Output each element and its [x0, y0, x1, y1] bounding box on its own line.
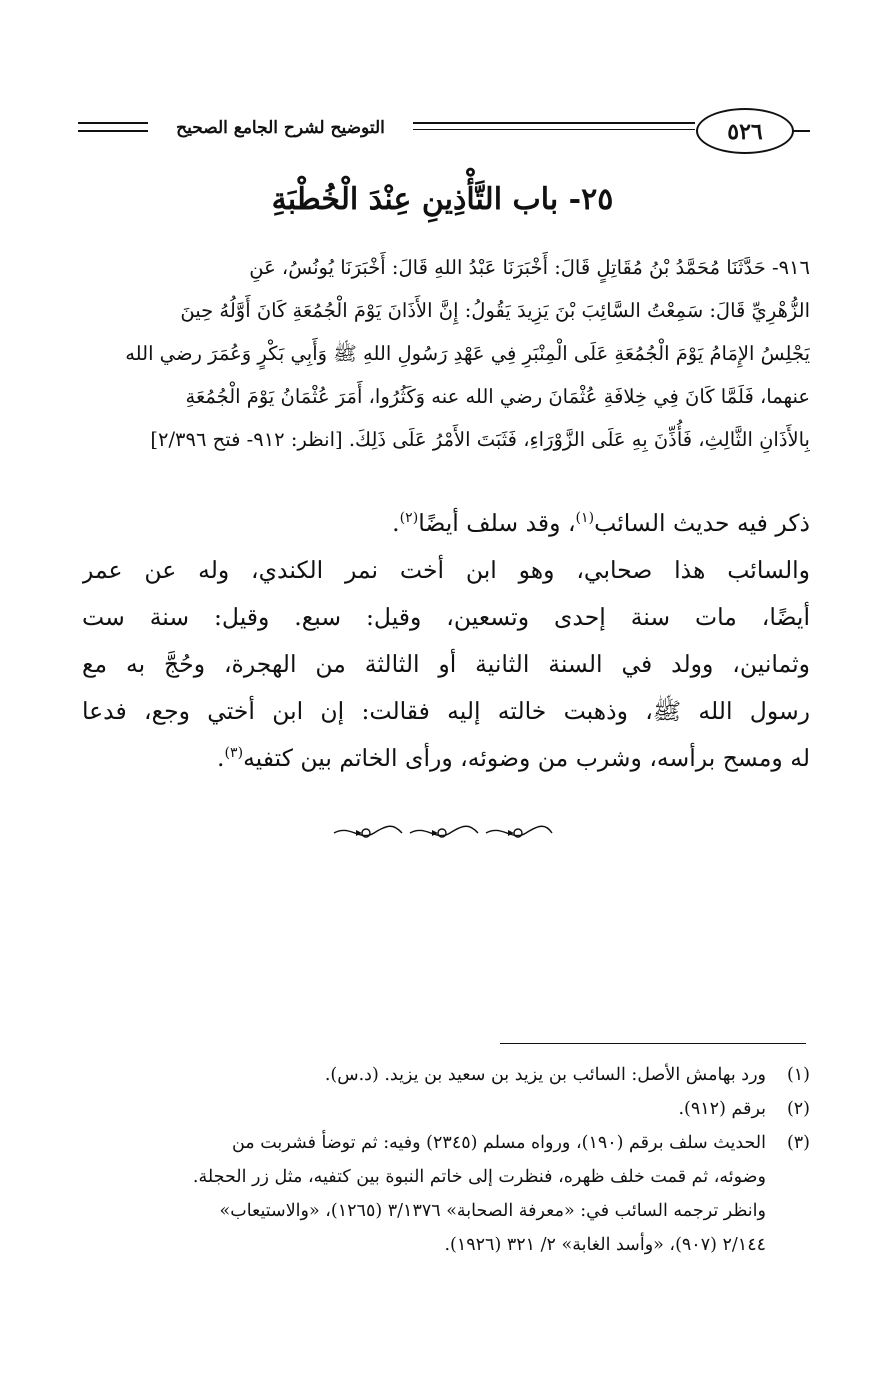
- commentary-line: وثمانين، وولد في السنة الثانية أو الثالثة من الهجرة، وحُجَّ به مع: [82, 650, 810, 678]
- commentary-intro: ذكر فيه حديث السائب$^{(١)}$، وقد سلف أيضًا$^{(٢)}$.: [392, 509, 810, 537]
- header-rule-mid-bottom: [413, 129, 695, 130]
- page-number-tail: [792, 130, 810, 132]
- hadith-text: [82, 246, 810, 461]
- footnotes: [82, 1058, 810, 1262]
- commentary: [82, 500, 810, 782]
- header-rule-left-top: [78, 122, 148, 124]
- footnote-number: (٣): [786, 1133, 810, 1153]
- commentary-line: رسول الله ﷺ، وذهبت خالته إليه فقالت: إن ابن أختي وجع، فدعا: [82, 697, 810, 725]
- footnote-continuation: ٢/١٤٤ (٩٠٧)، «وأسد الغابة» ٢/ ٣٢١ (١٩٢٦).: [444, 1235, 766, 1255]
- page-header: [78, 108, 808, 156]
- footnote-continuation: وانظر ترجمه السائب في: «معرفة الصحابة» ٣/١٣٧٦ (١٢٦٥)، «والاستيعاب»: [219, 1201, 766, 1221]
- footnote: (٣)الحديث سلف برقم (١٩٠)، ورواه مسلم (٢٣٤٥) وفيه: ثم توضأ فشربت من: [82, 1126, 810, 1160]
- footnote-number: (١): [786, 1065, 810, 1085]
- header-rule-mid-top: [413, 122, 695, 124]
- hadith-line: ٩١٦- حَدَّثَنَا مُحَمَّدُ بْنُ مُقَاتِلٍ قَالَ: أَخْبَرَنَا عَبْدُ اللهِ قَالَ: أَخْبَرَنَا يُونُسُ، عَنِ: [249, 256, 810, 279]
- hadith-line: عنهما، فَلَمَّا كَانَ فِي خِلافَةِ عُثْمَانَ رضي الله عنه وَكَثُرُوا، أَمَرَ عُثْمَانُ يَوْمَ الْجُمُعَةِ: [185, 385, 810, 408]
- hadith-line: الزُّهْرِيِّ قَالَ: سَمِعْتُ السَّائِبَ بْنَ يَزِيدَ يَقُولُ: إِنَّ الأَذَانَ يَوْمَ الْجُمُعَةِ كَانَ أَوَّلُهُ حِينَ: [180, 299, 810, 322]
- running-title: التوضيح لشرح الجامع الصحيح: [176, 118, 385, 138]
- footnote: (٢)برقم (٩١٢).: [82, 1092, 810, 1126]
- chapter-title: ٢٥- باب التَّأْذِينِ عِنْدَ الْخُطْبَةِ: [271, 182, 614, 217]
- header-rule-left-bottom: [78, 130, 148, 132]
- footnote-continuation: وضوئه، ثم قمت خلف ظهره، فنظرت إلى خاتم النبوة بين كتفيه، مثل زر الحجلة.: [192, 1167, 766, 1187]
- footnote-ref[interactable]: (٣): [224, 745, 244, 762]
- commentary-last-line: له ومسح برأسه، وشرب من وضوئه، ورأى الخاتم بين كتفيه$^{(٣)}$.: [217, 744, 810, 772]
- footnote-ref[interactable]: (١): [575, 510, 595, 527]
- section-divider-ornament: [330, 818, 556, 848]
- hadith-line: يَجْلِسُ الإِمَامُ يَوْمَ الْجُمُعَةِ عَلَى الْمِنْبَرِ فِي عَهْدِ رَسُولِ اللهِ ﷺ وَأَبِي بَكْرٍ وَعُمَرَ رضي الله: [125, 342, 810, 365]
- footnote: (١)ورد بهامش الأصل: السائب بن يزيد بن سعيد بن يزيد. (د.س).: [82, 1058, 810, 1092]
- hadith-line: بِالأَذَانِ الثَّالِثِ، فَأُذِّنَ بِهِ عَلَى الزَّوْرَاءِ، فَثَبَتَ الأَمْرُ عَلَى ذَلِكَ. [انظر: ٩١٢- فتح ٢/٣٩٦]: [150, 428, 810, 451]
- commentary-line: والسائب هذا صحابي، وهو ابن أخت نمر الكندي، وله عن عمر: [82, 556, 810, 584]
- footnote-ref[interactable]: (٢): [399, 510, 419, 527]
- footnote-separator: [500, 1043, 806, 1044]
- footnote-number: (٢): [786, 1099, 810, 1119]
- commentary-line: أيضًا، مات سنة إحدى وتسعين، وقيل: سبع. وقيل: سنة ست: [82, 603, 810, 631]
- page-number: ٥٢٦: [696, 108, 794, 154]
